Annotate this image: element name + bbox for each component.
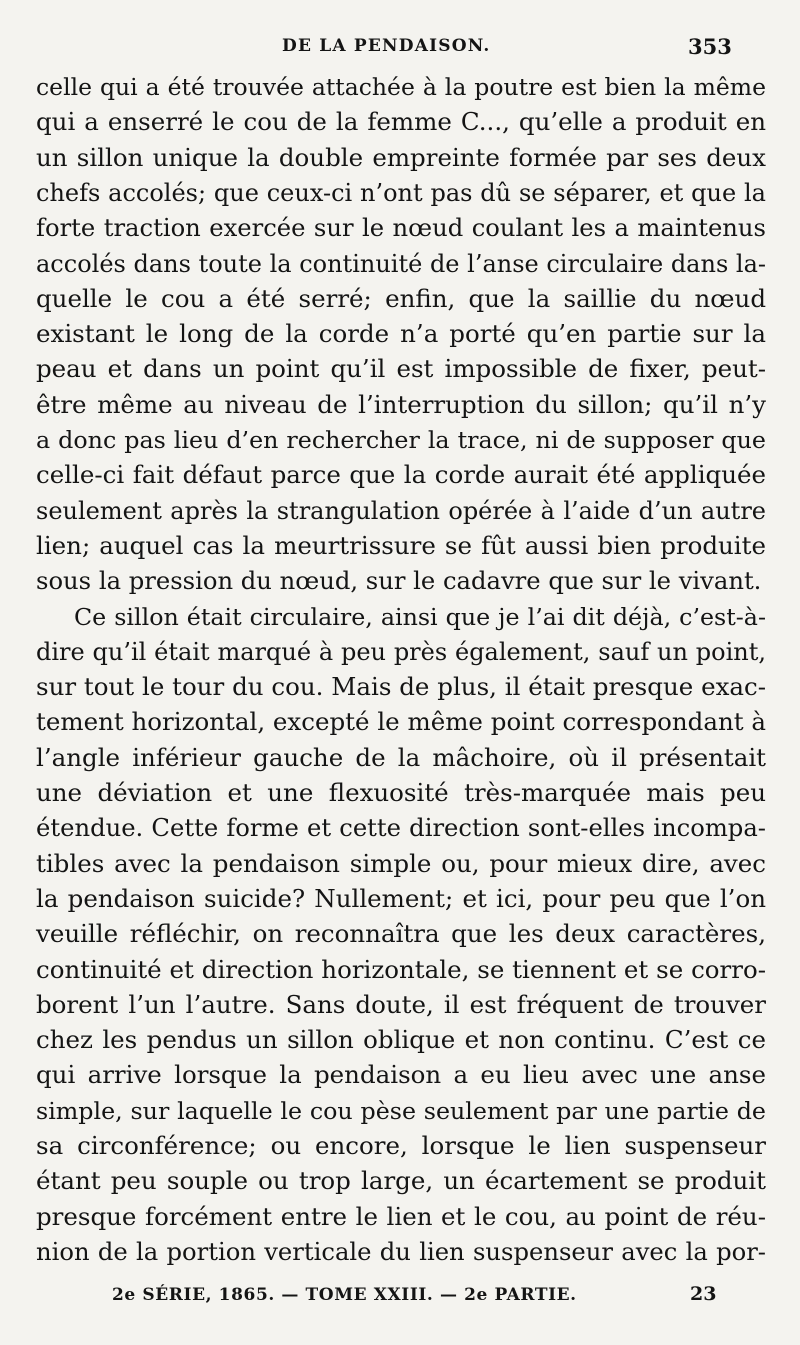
text-line: étendue. Cette forme et cette direction sont-elles incompa- (36, 813, 766, 843)
text-line: chez les pendus un sillon oblique et non continu. C’est ce (36, 1025, 766, 1055)
text-line: dire qu’il était marqué à peu près également, sauf un point, (36, 637, 766, 666)
printer-signature: 2e SÉRIE, 1865. — TOME XXIII. — 2e PARTIE. (112, 1285, 577, 1305)
text-line: presque forcément entre le lien et le cou, au point de réu- (36, 1201, 766, 1231)
text-line: sur tout le tour du cou. Mais de plus, il était presque exac- (36, 672, 766, 702)
text-line: nion de la portion verticale du lien suspenseur avec la por- (36, 1236, 766, 1266)
text-line: simple, sur laquelle le cou pèse seulement par une partie de (36, 1096, 766, 1125)
text-line: peau et dans un point qu’il est impossible de fixer, peut- (36, 354, 766, 384)
footer (0, 1285, 800, 1311)
text-line: veuille réfléchir, on reconnaîtra que les deux caractères, (36, 919, 766, 949)
text-line: Ce sillon était circulaire, ainsi que je l’ai dit déjà, c’est-à- (74, 602, 766, 631)
text-line: existant le long de la corde n’a porté qu’en partie sur la (36, 319, 766, 349)
text-line: chefs accolés; que ceux-ci n’ont pas dû se séparer, et que la (36, 178, 766, 207)
text-line: celle qui a été trouvée attachée à la poutre est bien la même (36, 73, 766, 101)
text-line: forte traction exercée sur le nœud coulant les a maintenus (36, 213, 766, 243)
text-line: sous la pression du nœud, sur le cadavre que sur le vivant. (36, 566, 762, 596)
text-line: une déviation et une flexuosité très-marquée mais peu (36, 778, 766, 807)
text-line: lien; auquel cas la meurtrissure se fût aussi bien produite (36, 530, 766, 560)
text-line: la pendaison suicide? Nullement; et ici, pour peu que l’on (36, 883, 766, 913)
text-line: étant peu souple ou trop large, un écartement se produit (36, 1166, 766, 1196)
sheet-number: 23 (690, 1283, 717, 1305)
text-line: l’angle inférieur gauche de la mâchoire, où il présentait (36, 742, 766, 772)
text-line: être même au niveau de l’interruption du sillon; qu’il n’y (36, 389, 766, 419)
text-line: continuité et direction horizontale, se tiennent et se corro- (36, 954, 766, 984)
text-line: qui a enserré le cou de la femme C..., qu’elle a produit en (36, 107, 766, 137)
text-line: tement horizontal, excepté le même point correspondant à (36, 707, 766, 737)
text-line: tibles avec la pendaison simple ou, pour mieux dire, avec (36, 848, 766, 878)
text-line: quelle le cou a été serré; enfin, que la saillie du nœud (36, 283, 766, 313)
running-title: DE LA PENDAISON. (282, 36, 491, 56)
text-line: celle-ci fait défaut parce que la corde aurait été appliquée (36, 460, 766, 490)
text-line: borent l’un l’autre. Sans doute, il est fréquent de trouver (36, 989, 766, 1019)
page-number: 353 (688, 34, 732, 59)
text-line: qui arrive lorsque la pendaison a eu lieu avec une anse (36, 1060, 766, 1090)
text-line: sa circonférence; ou encore, lorsque le lien suspenseur (36, 1131, 766, 1160)
text-line: a donc pas lieu d’en rechercher la trace, ni de supposer que (36, 426, 766, 454)
text-line: seulement après la strangulation opérée à l’aide d’un autre (36, 496, 766, 525)
text-line: un sillon unique la double empreinte formée par ses deux (36, 142, 766, 172)
running-head (0, 36, 800, 66)
text-line: accolés dans toute la continuité de l’anse circulaire dans la- (36, 249, 766, 278)
